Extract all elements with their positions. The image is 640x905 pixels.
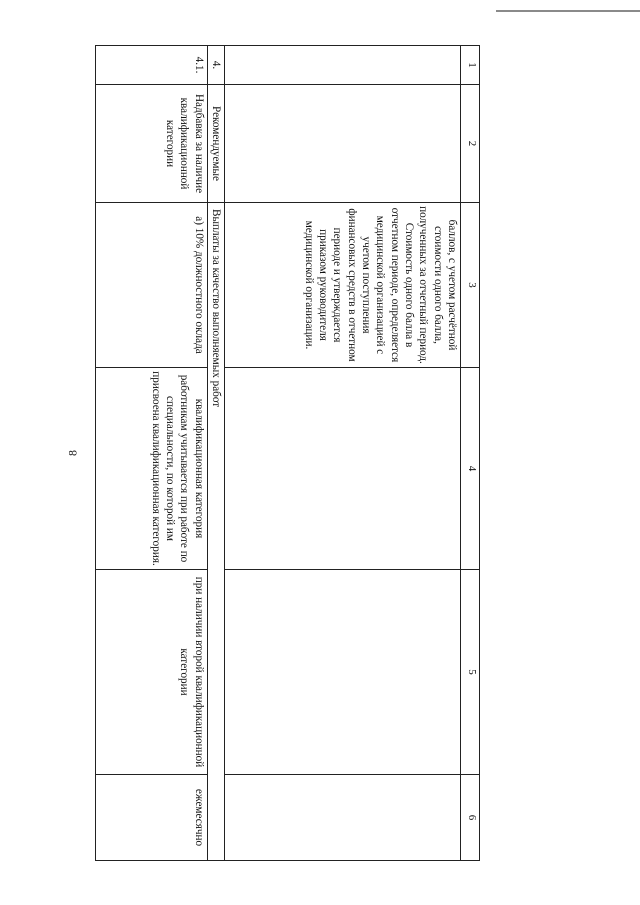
point-value-description: баллов, с учетом расчётной стоимости одного балла, полученных за отчетный период. Стоимость одного балла в отчетном периоде, определяется медицинской организацией с учетом поступления финансовых средств в отчетном периоде и утверждается приказом руководителя медицинской организации. <box>225 203 461 368</box>
section-title-part1: Рекомендуемые <box>207 85 224 203</box>
continuation-cell-1 <box>225 46 461 85</box>
continuation-cell-2 <box>225 85 461 203</box>
column-number-row <box>461 46 480 861</box>
section-4-row <box>207 46 224 861</box>
rotated-content <box>55 45 480 860</box>
section-title-part2: Выплаты за качество выполняемых работ <box>207 203 224 861</box>
column-number-5: 5 <box>461 570 480 775</box>
row-4-1-amount: а) 10% должностного оклада <box>95 203 207 368</box>
page-number-text: 8 <box>65 449 80 456</box>
row-4-1 <box>95 46 207 861</box>
column-number-2: 2 <box>461 85 480 203</box>
scan-edge-line <box>496 10 640 12</box>
continuation-cell-4 <box>225 368 461 570</box>
column-number-6: 6 <box>461 775 480 861</box>
row-4-1-number: 4.1. <box>95 46 207 85</box>
row-4-1-criterion: при наличии второй квалификационной категории <box>95 570 207 775</box>
continuation-row <box>225 46 461 861</box>
column-number-4: 4 <box>461 368 480 570</box>
continuation-cell-5 <box>225 570 461 775</box>
row-4-1-condition: квалификационная категория работникам учитывается при работе по специальности, по которой им присвоена квалификационная категория. <box>95 368 207 570</box>
column-number-3: 3 <box>461 203 480 368</box>
continuation-cell-6 <box>225 775 461 861</box>
row-4-1-periodicity: ежемесячно <box>95 775 207 861</box>
row-4-1-name: Надбавка за наличие квалификационной категории <box>95 85 207 203</box>
column-number-1: 1 <box>461 46 480 85</box>
payments-table <box>95 45 480 861</box>
rotated-page-area <box>55 45 480 860</box>
section-number: 4. <box>207 46 224 85</box>
